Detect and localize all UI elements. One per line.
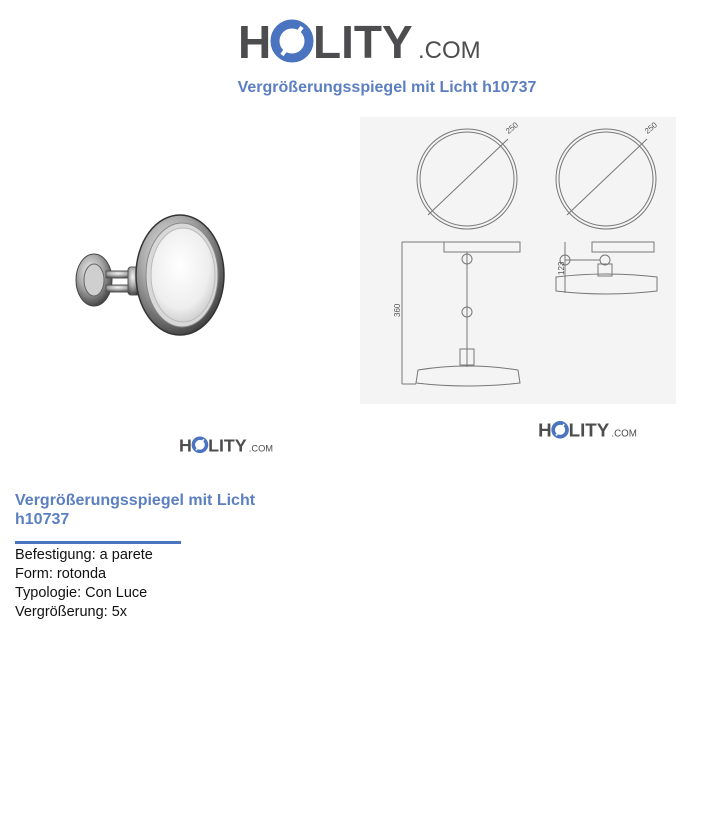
technical-drawing[interactable]	[360, 117, 676, 404]
drawing-logo	[538, 418, 638, 445]
spec-label: Typologie	[15, 585, 78, 601]
title-divider	[15, 541, 181, 544]
spec-row: Befestigung: a parete	[15, 547, 153, 563]
spec-row: Vergrößerung: 5x	[15, 604, 128, 620]
product-title-line1: Vergrößerungsspiegel mit Licht	[15, 492, 256, 509]
svg-text:.COM: .COM	[248, 443, 274, 454]
svg-text:.COM: .COM	[611, 428, 637, 440]
spec-row: Typologie: Con Luce	[15, 585, 148, 601]
dimension-label: 123	[557, 261, 566, 275]
svg-text:H: H	[238, 16, 272, 66]
spec-row: Form: rotonda	[15, 566, 107, 582]
spec-value: a parete	[99, 547, 153, 563]
spec-list	[15, 546, 153, 622]
page-title[interactable]: Vergrößerungsspiegel mit Licht h10737	[237, 79, 537, 96]
svg-text:.COM: .COM	[418, 37, 481, 64]
spec-label: Befestigung	[15, 547, 92, 563]
photo-logo	[179, 433, 274, 460]
spec-value: rotonda	[56, 566, 107, 582]
svg-text:H: H	[179, 435, 192, 455]
brand-logo[interactable]	[238, 12, 483, 66]
spec-value: 5x	[111, 604, 128, 620]
svg-text:LITY: LITY	[568, 419, 610, 440]
spec-label: Form	[15, 566, 49, 582]
svg-text:H: H	[538, 419, 552, 440]
svg-text:LITY: LITY	[313, 16, 413, 66]
spec-value: Con Luce	[85, 585, 148, 601]
product-title[interactable]	[15, 491, 275, 529]
spec-label: Vergrößerung	[15, 604, 104, 620]
product-title-line2: h10737	[15, 511, 70, 528]
svg-text:LITY: LITY	[208, 435, 247, 455]
dimension-label: 250	[642, 120, 659, 136]
product-photo[interactable]	[70, 205, 235, 350]
dimension-label: 250	[503, 120, 520, 136]
dimension-label: 360	[393, 303, 402, 317]
